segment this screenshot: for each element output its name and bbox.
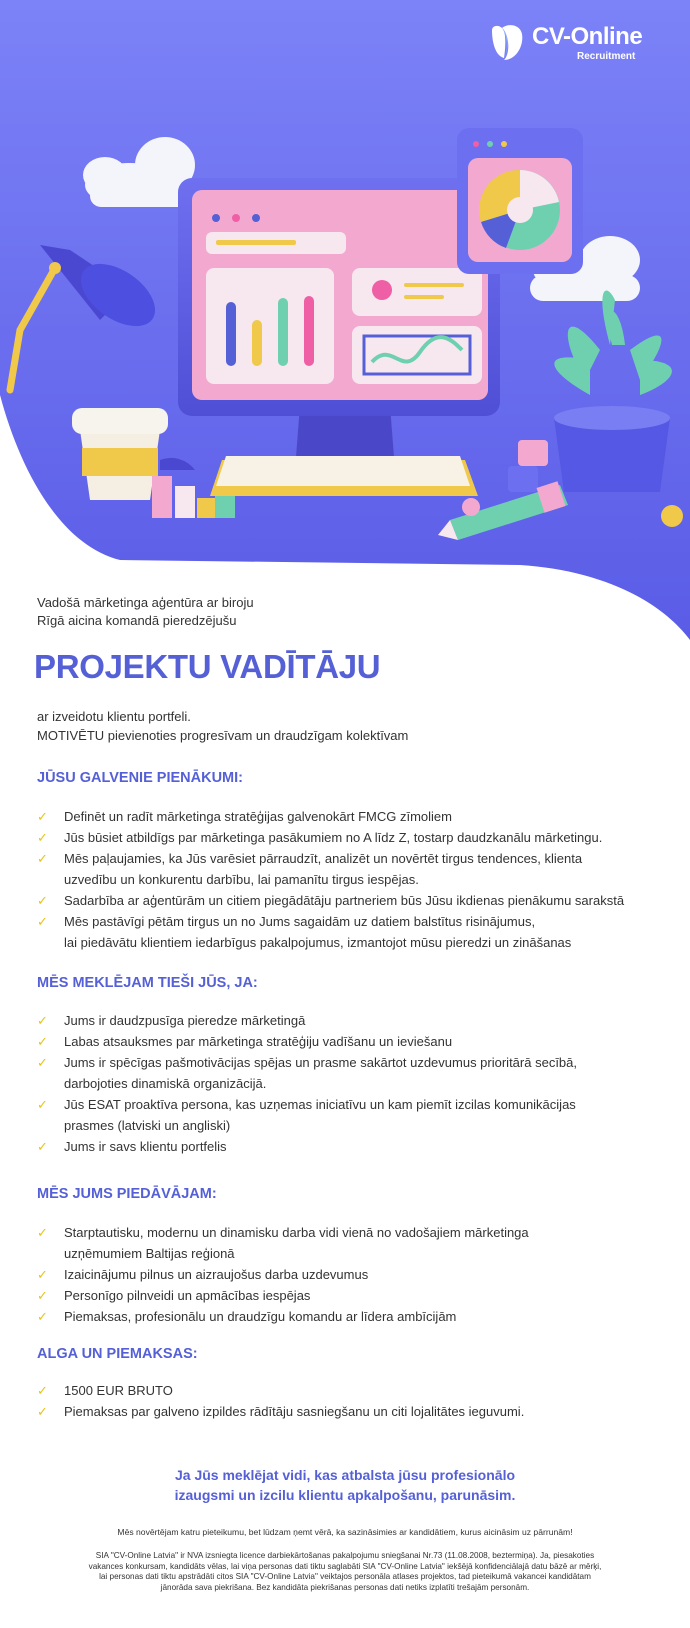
list-item-text: darbojoties dinamiskā organizācijā. [64, 1076, 267, 1091]
list-item-text: uzņēmumiem Baltijas reģionā [64, 1246, 235, 1261]
list-item-text: Starptautisku, modernu un dinamisku darba vidi vienā no vadošajiem mārketinga [64, 1225, 529, 1240]
list-item-text: Jūs būsiet atbildīgs par mārketinga pasākumiem no A līdz Z, tostarp daudzkanālu mārketingu. [64, 830, 603, 845]
list-item-text: 1500 EUR BRUTO [64, 1383, 173, 1398]
legal-line: vakances konkursam, kandidāts vēlas, lai viņa personas dati tiktu saglabāti SIA "CV-Online Latvia" iekšējā konfidenciālajā datu bāzē ar mērķi, [88, 1561, 602, 1571]
list-item-text: Sadarbība ar aģentūrām un citiem piegādātāju partneriem būs Jūsu ikdienas pienākumu sarakstā [64, 893, 625, 908]
checkmark-icon: ✓ [37, 1267, 48, 1282]
section-heading-salary: ALGA UN PIEMAKSAS: [37, 1346, 198, 1362]
logo-subtitle: Recruitment [577, 51, 636, 62]
list-item-text: Definēt un radīt mārketinga stratēģijas galvenokārt FMCG zīmoliem [64, 809, 452, 824]
duties-list [37, 806, 677, 953]
checkmark-icon: ✓ [37, 914, 48, 929]
checkmark-icon: ✓ [37, 830, 48, 845]
list-item [37, 911, 677, 953]
list-item-text: Labas atsauksmes par mārketinga stratēģiju vadīšanu un ieviešanu [64, 1034, 453, 1049]
section-heading-requirements: MĒS MEKLĒJAM TIEŠI JŪS, JA: [37, 975, 258, 991]
checkmark-icon: ✓ [37, 1013, 48, 1028]
checkmark-icon: ✓ [37, 1034, 48, 1049]
list-item-text: Personīgo pilnveidi un apmācības iespējas [64, 1288, 311, 1303]
list-item [37, 1031, 677, 1052]
list-item-text: lai piedāvātu klientiem iedarbīgus pakalpojumus, izmantojot mūsu pieredzi un zināšanas [64, 935, 572, 950]
checkmark-icon: ✓ [37, 1383, 48, 1398]
list-item-text: Jums ir spēcīgas pašmotivācijas spējas un prasme sakārtot uzdevumus prioritārā secībā, [64, 1055, 577, 1070]
legal-line: SIA "CV-Online Latvia" ir NVA izsniegta licence darbiekārtošanas pakalpojumu sniegšanai Nr.73 (11.08.2008, beztermiņa). Ja, piesakoties [95, 1551, 595, 1560]
list-item [37, 1380, 677, 1401]
list-item [37, 890, 677, 911]
list-item [37, 1052, 677, 1094]
list-item-text: Mēs pastāvīgi pētām tirgus un no Jums sagaidām uz datiem balstītus risinājumus, [64, 914, 536, 929]
checkmark-icon: ✓ [37, 1404, 48, 1419]
cv-online-logo[interactable] [488, 24, 642, 64]
list-item-text: Jūs ESAT proaktīva persona, kas uzņemas iniciatīvu un kam piemīt izcilas komunikācijas [64, 1097, 576, 1112]
checkmark-icon: ✓ [37, 1309, 48, 1324]
list-item [37, 1010, 677, 1031]
legal-line: lai personas dati tiktu apstrādāti citos SIA "CV-Online Latvia" veiktajos personāla atlases projektos, tad pieteikumā vakancei kandidātam [99, 1572, 591, 1581]
intro-line: Rīgā aicina komandā pieredzējušu [37, 613, 237, 628]
bar-chart-card [206, 268, 334, 384]
list-item-text: prasmes (latviski un angliski) [64, 1118, 231, 1133]
intro-text [37, 594, 254, 630]
list-item [37, 1285, 677, 1306]
list-item [37, 1401, 677, 1422]
checkmark-icon: ✓ [37, 851, 48, 866]
subintro-line: MOTIVĒTU pievienoties progresīvam un draudzīgam kolektīvam [37, 728, 409, 743]
subintro-line: ar izveidotu klientu portfeli. [37, 709, 191, 724]
list-item [37, 1094, 677, 1136]
logo-mark-icon [488, 24, 526, 64]
checkmark-icon: ✓ [37, 893, 48, 908]
list-item-text: Mēs paļaujamies, ka Jūs varēsiet pārraudzīt, analizēt un novērtēt tirgus tendences, klienta [64, 851, 583, 866]
offer-list [37, 1222, 677, 1327]
list-item [37, 1264, 677, 1285]
list-item [37, 827, 677, 848]
list-item [37, 848, 677, 890]
cta-line: izaugsmi un izcilu klientu apkalpošanu, parunāsim. [174, 1487, 516, 1503]
list-item [37, 1136, 677, 1157]
checkmark-icon: ✓ [37, 1055, 48, 1070]
list-item-text: Piemaksas, profesionālu un draudzīgu komandu ar līdera ambīcijām [64, 1309, 457, 1324]
job-title: PROJEKTU VADĪTĀJU [34, 648, 381, 685]
list-item-text: Jums ir savs klientu portfelis [64, 1139, 227, 1154]
checkmark-icon: ✓ [37, 1139, 48, 1154]
checkmark-icon: ✓ [37, 1097, 48, 1112]
section-heading-offer: MĒS JUMS PIEDĀVĀJAM: [37, 1186, 217, 1202]
list-item-text: Izaicinājumu pilnus un aizraujošus darba uzdevumus [64, 1267, 369, 1282]
hero-artwork [0, 0, 690, 640]
requirements-list [37, 1010, 677, 1157]
list-item-text: Piemaksas par galveno izpildes rādītāju sasniegšanu un citi lojalitātes ieguvumi. [64, 1404, 525, 1419]
list-item-text: Jums ir daudzpusīga pieredze mārketingā [64, 1013, 306, 1028]
list-item-text: uzvedību un konkurentu darbību, lai pamanītu tirgus iespējas. [64, 872, 419, 887]
subintro-text [37, 707, 408, 745]
section-heading-duties: JŪSU GALVENIE PIENĀKUMI: [37, 770, 243, 786]
list-item [37, 806, 677, 827]
call-to-action [0, 1465, 690, 1505]
cta-line: Ja Jūs meklējat vidi, kas atbalsta jūsu profesionālo [174, 1467, 516, 1483]
salary-list [37, 1380, 677, 1422]
checkmark-icon: ✓ [37, 809, 48, 824]
intro-line: Vadošā mārketinga aģentūra ar biroju [37, 595, 254, 610]
footer-notice: Mēs novērtējam katru pieteikumu, bet lūdzam ņemt vērā, ka sazināsimies ar kandidātiem, kurus aicināsim uz pārrunām! [117, 1527, 573, 1537]
footer-legal [55, 1551, 635, 1593]
logo-name: CV-Online [532, 23, 643, 50]
list-item [37, 1306, 677, 1327]
checkmark-icon: ✓ [37, 1225, 48, 1240]
keyboard [210, 456, 478, 496]
list-item [37, 1222, 677, 1264]
checkmark-icon: ✓ [37, 1288, 48, 1303]
legal-line: jānorāda sava piekrišana. Bez kandidāta piekrišanas personas dati netiks izplatīti trešajām personām. [160, 1582, 530, 1592]
hero-illustration [0, 0, 690, 640]
